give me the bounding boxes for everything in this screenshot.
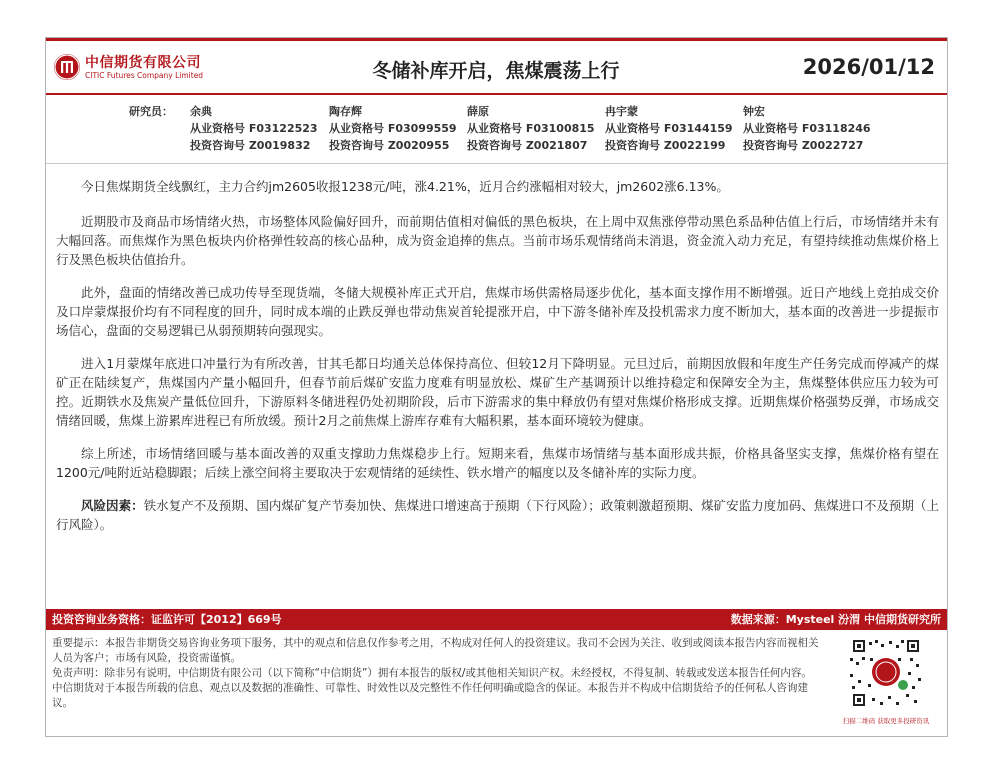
body-paragraph: 近期股市及商品市场情绪火热，市场整体风险偏好回升，而前期估值相对偏低的黑色板块，在上周中双焦涨停带动黑色系品种估值上行后，市场情绪并未有大幅回落。而焦煤作为黑色板块内价格弹性较高的核心品种，成为资金追捧的焦点。当前市场乐观情绪尚未消退，资金流入动力充足，有望持续推动焦煤价格上行及黑色板块估值抬升。 bbox=[56, 214, 939, 267]
disclaimer-statement: 免责声明：除非另有说明，中信期货有限公司（以下简称“中信期货”）拥有本报告的版权/或其他相关知识产权。未经授权，不得复制、转载或发送本报告任何内容。中信期货对于本报告所载的信息、观点以及数据的准确性、可靠性、时效性以及完整性不作任何明确或隐含的保证。本报告并不构成中信期货给予的任何私人咨询建议。 bbox=[52, 667, 812, 709]
analyst-license: 从业资格号 F03122523 bbox=[190, 122, 318, 135]
analyst-entry bbox=[190, 103, 318, 154]
analyst-name: 陶存辉 bbox=[329, 105, 362, 118]
analyst-block bbox=[46, 95, 947, 164]
analyst-name: 余典 bbox=[190, 105, 212, 118]
qr-code-icon bbox=[836, 634, 936, 716]
analyst-advisory: 投资咨询号 Z0021807 bbox=[467, 139, 588, 152]
company-name-cn: 中信期货有限公司 bbox=[85, 55, 201, 71]
risk-label: 风险因素： bbox=[81, 498, 144, 513]
analyst-license: 从业资格号 F03118246 bbox=[743, 122, 871, 135]
data-source-text: 数据来源：Mysteel 汾渭 中信期货研究所 bbox=[730, 613, 941, 626]
body-paragraph: 今日焦煤期货全线飘红，主力合约jm2605收报1238元/吨，涨4.21%，近月合约涨幅相对较大，jm2602涨6.13%。 bbox=[81, 179, 729, 194]
body-paragraph: 进入1月蒙煤年底进口冲量行为有所改善，甘其毛都日均通关总体保持高位、但较12月下降明显。元旦过后，前期因放假和年度生产任务完成而停减产的煤矿正在陆续复产，焦煤国内产量小幅回升，但春节前后煤矿安监力度难有明显放松、煤矿生产基调预计以维持稳定和保障安全为主，焦煤整体供应压力较为可控。近期铁水及焦炭产量低位回升，下游原料冬储进程仍处初期阶段，后市下游需求的集中释放仍有望对焦煤价格形成支撑。近期焦煤价格强势反弹，市场成交情绪回暖，焦煤上游累库进程已有所放缓。预计2月之前焦煤上游库存难有大幅积累，基本面环境较为健康。 bbox=[56, 356, 939, 428]
analyst-license: 从业资格号 F03099559 bbox=[329, 122, 457, 135]
analyst-entry bbox=[467, 103, 595, 154]
citic-logo-icon bbox=[54, 54, 80, 80]
qr-code bbox=[836, 634, 936, 724]
risk-text: 铁水复产不及预期、国内煤矿复产节奏加快、焦煤进口增速高于预期（下行风险）；政策刺激超预期、煤矿安监力度加码、焦煤进口不及预期（上行风险）。 bbox=[56, 498, 939, 532]
qualification-text: 投资咨询业务资格：证监许可【2012】669号 bbox=[52, 613, 282, 626]
report-body bbox=[56, 177, 939, 548]
analyst-advisory: 投资咨询号 Z0022199 bbox=[605, 139, 726, 152]
analyst-name: 冉宇蒙 bbox=[605, 105, 638, 118]
company-logo bbox=[54, 52, 234, 86]
disclaimer bbox=[52, 636, 822, 711]
analyst-advisory: 投资咨询号 Z0022727 bbox=[743, 139, 864, 152]
body-paragraph: 综上所述，市场情绪回暖与基本面改善的双重支撑助力焦煤稳步上行。短期来看，焦煤市场情绪与基本面形成共振，价格具备坚实支撑，焦煤价格有望在1200元/吨附近站稳脚跟；后续上涨空间将主要取决于宏观情绪的延续性、铁水增产的幅度以及冬储补库的实际力度。 bbox=[56, 446, 939, 480]
analyst-entry bbox=[329, 103, 457, 154]
analyst-advisory: 投资咨询号 Z0019832 bbox=[190, 139, 311, 152]
analyst-license: 从业资格号 F03144159 bbox=[605, 122, 733, 135]
company-name-en: CITIC Futures Company Limited bbox=[85, 71, 204, 80]
analyst-name: 薛原 bbox=[467, 105, 489, 118]
important-notice: 重要提示：本报告非期货交易咨询业务项下服务，其中的观点和信息仅作参考之用，不构成对任何人的投资建议。我司不会因为关注、收到或阅读本报告内容而视相关人员为客户；市场有风险，投资需谨慎。 bbox=[52, 637, 819, 664]
analyst-name: 钟宏 bbox=[743, 105, 765, 118]
analyst-license: 从业资格号 F03100815 bbox=[467, 122, 595, 135]
report-date: 2026/01/12 bbox=[802, 55, 935, 79]
analyst-entry bbox=[743, 103, 871, 154]
body-paragraph: 此外，盘面的情绪改善已成功传导至现货端，冬储大规模补库正式开启，焦煤市场供需格局逐步优化，基本面支撑作用不断增强。近日产地线上竞拍成交价及口岸蒙煤报价均有不同程度的回升，同时成本端的止跌反弹也带动焦炭首轮提涨开启，中下游冬储补库及投机需求力度不断加大，基本面的改善进一步提振市场信心，盘面的交易逻辑已从弱预期转向强现实。 bbox=[56, 285, 939, 338]
footer-bar bbox=[46, 609, 947, 630]
report-header bbox=[46, 38, 947, 94]
report-title: 冬储补库开启，焦煤震荡上行 bbox=[372, 60, 620, 82]
analyst-advisory: 投资咨询号 Z0020955 bbox=[329, 139, 450, 152]
qr-caption: 扫描二维码 获取更多投研资讯 bbox=[842, 717, 930, 725]
analysts-label: 研究员： bbox=[129, 105, 173, 118]
risk-paragraph bbox=[56, 496, 939, 534]
report-page bbox=[45, 37, 948, 737]
analyst-entry bbox=[605, 103, 733, 154]
